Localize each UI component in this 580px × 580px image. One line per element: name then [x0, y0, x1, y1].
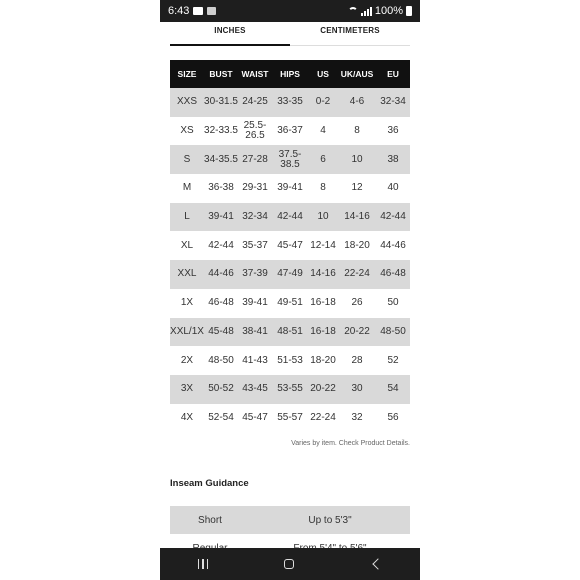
- cell-size: XS: [180, 125, 194, 137]
- header-waist: WAIST: [238, 60, 272, 88]
- cell-uk-aus: 20-22: [338, 318, 376, 347]
- tab-centimeters[interactable]: CENTIMETERS: [290, 22, 410, 46]
- cell-eu: 42-44: [376, 203, 410, 232]
- cell-eu: 36: [387, 125, 399, 137]
- cell-us: 4: [320, 125, 326, 137]
- cell-waist: 43-45: [238, 375, 272, 404]
- cell-waist: 32-34: [238, 203, 272, 232]
- cell-size: S: [170, 145, 204, 174]
- cell-hips: 33-35: [272, 88, 308, 117]
- cell-size: 2X: [180, 354, 194, 366]
- battery-icon: [406, 6, 412, 16]
- inseam-fit: Short: [170, 506, 250, 534]
- cell-bust: 48-50: [208, 354, 234, 366]
- cell-waist: 38-41: [238, 318, 272, 347]
- cell-hips: 47-49: [272, 260, 308, 289]
- cell-bust: 30-31.5: [204, 88, 238, 117]
- cell-hips: 55-57: [277, 411, 303, 423]
- cell-waist: 39-41: [242, 297, 268, 309]
- cell-hips: 39-41: [277, 182, 303, 194]
- header-size: SIZE: [170, 60, 204, 88]
- cell-us: 18-20: [310, 354, 336, 366]
- table-row: [170, 231, 410, 260]
- table-row: [170, 145, 410, 174]
- phone-screen: [160, 0, 420, 580]
- navigation-bar: [160, 548, 420, 580]
- cell-hips: 36-37: [277, 125, 303, 137]
- cell-us: 6: [308, 145, 338, 174]
- cell-us: 12-14: [310, 239, 336, 251]
- gallery-icon: [207, 7, 216, 15]
- cell-waist: 37-39: [238, 260, 272, 289]
- size-note: Varies by item. Check Product Details.: [291, 440, 410, 447]
- cell-size: XXS: [170, 88, 204, 117]
- status-bar: [160, 0, 420, 22]
- table-row: [170, 88, 410, 117]
- cell-uk-aus: 28: [351, 354, 363, 366]
- cell-size: 1X: [180, 297, 194, 309]
- cell-size: XXL/1X: [170, 318, 204, 347]
- cell-us: 16-18: [308, 318, 338, 347]
- cell-size: 4X: [180, 411, 194, 423]
- table-header-row: [170, 60, 410, 88]
- table-row: [170, 289, 410, 318]
- cell-bust: 42-44: [208, 239, 234, 251]
- cell-us: 14-16: [308, 260, 338, 289]
- size-table-body: [170, 88, 410, 432]
- tab-inches[interactable]: INCHES: [170, 22, 290, 46]
- cell-uk-aus: 30: [338, 375, 376, 404]
- cell-bust: 52-54: [208, 411, 234, 423]
- cell-us: 8: [320, 182, 326, 194]
- cell-uk-aus: 14-16: [338, 203, 376, 232]
- cell-waist: 24-25: [238, 88, 272, 117]
- cell-waist: 25.5-26.5: [243, 120, 267, 142]
- cell-hips: 37.5-38.5: [272, 145, 308, 174]
- table-row: [170, 346, 410, 375]
- cell-bust: 36-38: [208, 182, 234, 194]
- cell-uk-aus: 12: [351, 182, 363, 194]
- cell-size: 3X: [170, 375, 204, 404]
- cell-bust: 46-48: [208, 297, 234, 309]
- cell-us: 22-24: [310, 411, 336, 423]
- table-row: [170, 404, 410, 433]
- cell-waist: 41-43: [242, 354, 268, 366]
- back-icon[interactable]: [372, 558, 383, 569]
- cell-eu: 32-34: [376, 88, 410, 117]
- header-us: US: [308, 60, 338, 88]
- cell-us: 20-22: [308, 375, 338, 404]
- cell-hips: 49-51: [277, 297, 303, 309]
- cell-us: 10: [308, 203, 338, 232]
- table-row: [170, 375, 410, 404]
- cell-eu: 48-50: [376, 318, 410, 347]
- cell-waist: 35-37: [242, 239, 268, 251]
- cell-hips: 45-47: [277, 239, 303, 251]
- cell-uk-aus: 4-6: [338, 88, 376, 117]
- inseam-height: Up to 5'3": [250, 506, 410, 534]
- cell-bust: 32-33.5: [204, 125, 238, 137]
- recent-apps-icon[interactable]: [198, 559, 209, 569]
- home-icon[interactable]: [284, 559, 294, 569]
- cell-uk-aus: 8: [354, 125, 360, 137]
- cell-bust: 44-46: [204, 260, 238, 289]
- cell-bust: 45-48: [204, 318, 238, 347]
- header-uk-aus: UK/AUS: [338, 60, 376, 88]
- inseam-title: Inseam Guidance: [170, 478, 249, 489]
- cell-size: M: [182, 182, 192, 194]
- cell-bust: 39-41: [204, 203, 238, 232]
- cell-eu: 50: [387, 297, 399, 309]
- cell-size: XL: [180, 239, 194, 251]
- cell-eu: 54: [376, 375, 410, 404]
- table-row: [170, 117, 410, 146]
- cell-uk-aus: 26: [351, 297, 363, 309]
- battery-percent: 100%: [374, 5, 403, 17]
- cell-eu: 38: [376, 145, 410, 174]
- cell-hips: 48-51: [272, 318, 308, 347]
- cell-eu: 46-48: [376, 260, 410, 289]
- cell-size: L: [170, 203, 204, 232]
- header-hips: HIPS: [272, 60, 308, 88]
- cell-hips: 51-53: [277, 354, 303, 366]
- signal-icon: [361, 7, 372, 16]
- cell-us: 16-18: [310, 297, 336, 309]
- size-chart-table: [170, 60, 410, 432]
- cell-us: 0-2: [308, 88, 338, 117]
- cell-eu: 56: [387, 411, 399, 423]
- cell-waist: 45-47: [242, 411, 268, 423]
- cell-uk-aus: 10: [338, 145, 376, 174]
- header-bust: BUST: [204, 60, 238, 88]
- cell-bust: 50-52: [204, 375, 238, 404]
- cell-uk-aus: 18-20: [344, 239, 370, 251]
- unit-tabs: [170, 22, 410, 46]
- cell-uk-aus: 22-24: [338, 260, 376, 289]
- cell-eu: 52: [387, 354, 399, 366]
- cell-eu: 40: [387, 182, 399, 194]
- cell-hips: 53-55: [272, 375, 308, 404]
- wifi-icon: [348, 7, 358, 15]
- table-row: [170, 174, 410, 203]
- cell-waist: 27-28: [238, 145, 272, 174]
- notification-icon: [193, 7, 203, 15]
- table-row: [170, 260, 410, 289]
- cell-eu: 44-46: [380, 239, 406, 251]
- cell-hips: 42-44: [272, 203, 308, 232]
- cell-uk-aus: 32: [351, 411, 363, 423]
- cell-size: XXL: [170, 260, 204, 289]
- header-eu: EU: [376, 60, 410, 88]
- table-row: [170, 318, 410, 347]
- inseam-row: [170, 506, 410, 534]
- cell-waist: 29-31: [242, 182, 268, 194]
- cell-bust: 34-35.5: [204, 145, 238, 174]
- status-time: 6:43: [168, 5, 190, 17]
- table-row: [170, 203, 410, 232]
